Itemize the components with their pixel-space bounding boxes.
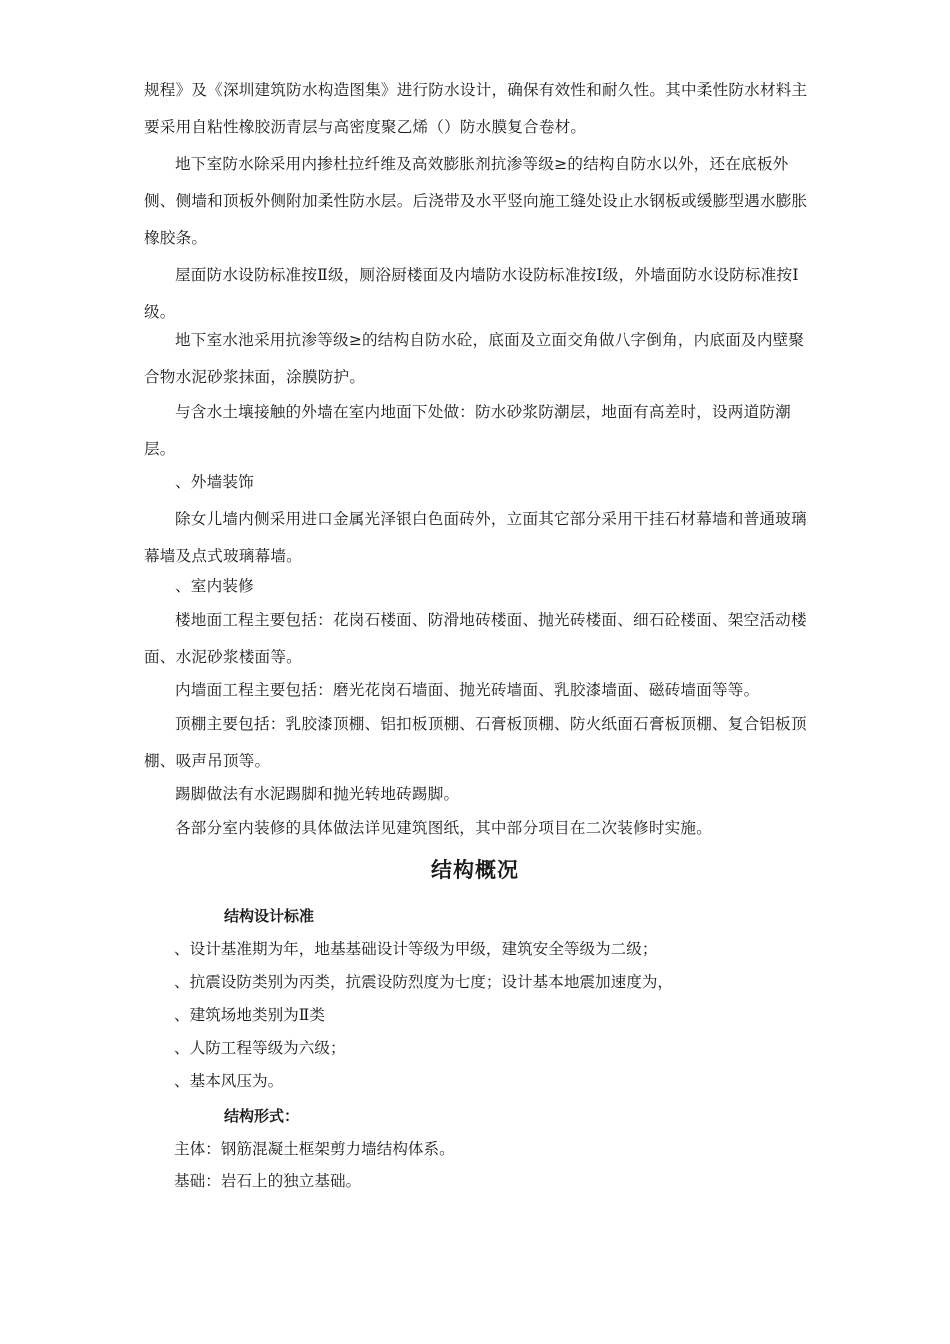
design-standard-item: 、建筑场地类别为Ⅱ类 [174, 1006, 325, 1024]
paragraph-interior-details: 各部分室内装修的具体做法详见建筑图纸，其中部分项目在二次装修时实施。 [175, 819, 712, 837]
paragraph-basement-waterproof: 地下室防水除采用内掺杜拉纤维及高效膨胀剂抗渗等级≥的结构自防水以外，还在底板外侧、侧墙和顶板外侧附加柔性防水层。后浇带及水平竖向施工缝处设止水钢板或缓膨型遇水膨胀橡胶条。 [144, 155, 808, 247]
paragraph-ceiling-works: 顶棚主要包括：乳胶漆顶棚、铝扣板顶棚、石膏板顶棚、防火纸面石膏板顶棚、复合铝板顶棚、吸声吊顶等。 [144, 715, 807, 770]
design-standard-item: 、基本风压为。 [174, 1072, 284, 1090]
paragraph-moisture-proof: 与含水土壤接触的外墙在室内地面下处做：防水砂浆防潮层，地面有高差时，设两道防潮层。 [144, 403, 791, 458]
paragraph-waterproof-design: 规程》及《深圳建筑防水构造图集》进行防水设计，确保有效性和耐久性。其中柔性防水材料主要采用自粘性橡胶沥青层与高密度聚乙烯（）防水膜复合卷材。 [144, 81, 808, 136]
heading-interior-decoration: 、室内装修 [175, 577, 254, 595]
design-standard-item: 、设计基准期为年，地基基础设计等级为甲级，建筑安全等级为二级； [174, 940, 658, 958]
paragraph-wall-works: 内墙面工程主要包括：磨光花岗石墙面、抛光砖墙面、乳胶漆墙面、磁砖墙面等等。 [175, 681, 760, 699]
paragraph-skirting: 踢脚做法有水泥踢脚和抛光转地砖踢脚。 [175, 785, 460, 803]
design-standard-item: 、人防工程等级为六级； [174, 1039, 346, 1057]
paragraph-floor-works: 楼地面工程主要包括：花岗石楼面、防滑地砖楼面、抛光砖楼面、细石砼楼面、架空活动楼面、水泥砂浆楼面等。 [144, 611, 807, 666]
section-title: 结构概况 [431, 858, 519, 882]
heading-exterior-decoration: 、外墙装饰 [175, 473, 254, 491]
paragraph-roof-waterproof: 屋面防水设防标准按Ⅱ级，厕浴厨楼面及内墙防水设防标准按Ⅰ级，外墙面防水设防标准按Ⅰ级。 [144, 266, 799, 321]
paragraph-basement-pool: 地下室水池采用抗渗等级≥的结构自防水砼，底面及立面交角做八字倒角，内底面及内壁聚合物水泥砂浆抹面，涂膜防护。 [144, 331, 805, 386]
design-standard-heading: 结构设计标准 [224, 907, 315, 925]
paragraph-exterior-decoration: 除女儿墙内侧采用进口金属光泽银白色面砖外，立面其它部分采用干挂石材幕墙和普通玻璃幕墙及点式玻璃幕墙。 [144, 510, 807, 565]
structure-form-heading: 结构形式： [224, 1107, 300, 1125]
structure-form-item: 主体：钢筋混凝土框架剪力墙结构体系。 [174, 1140, 455, 1158]
design-standard-item: 、抗震设防类别为丙类，抗震设防烈度为七度；设计基本地震加速度为， [174, 973, 674, 991]
structure-form-item: 基础：岩石上的独立基础。 [174, 1172, 362, 1190]
